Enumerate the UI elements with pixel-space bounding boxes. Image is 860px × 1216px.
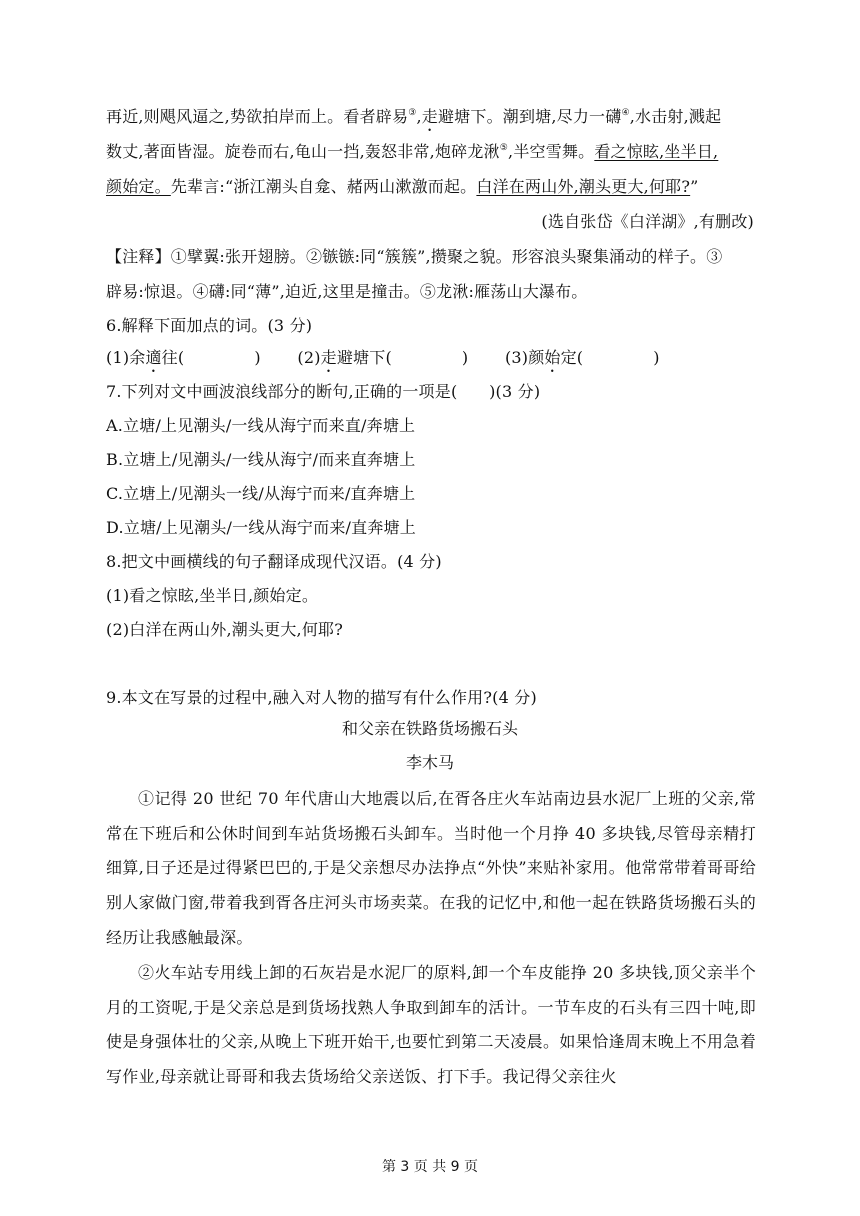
- passage-source: (选自张岱《白洋湖》,有删改): [541, 212, 754, 231]
- question-7: 7.下列对文中画波浪线部分的断句,正确的一项是( )(3 分): [106, 382, 541, 401]
- dotted-word: 走: [421, 107, 438, 126]
- q6-item-2-text: (2): [297, 348, 321, 367]
- passage-text: ”: [690, 177, 699, 196]
- question-9: 9.本文在写景的过程中,融入对人物的描写有什么作用?(4 分): [106, 688, 537, 707]
- passage-text: 避塘下。潮到塘,尽力一礴: [437, 107, 622, 126]
- passage-text: ,: [416, 107, 422, 126]
- question-8: 8.把文中画横线的句子翻译成现代汉语。(4 分): [106, 552, 442, 571]
- page-footer: 第 3 页 共 9 页: [381, 1159, 479, 1175]
- dotted-word: 始: [544, 348, 561, 367]
- passage-text: ,水击射,溅起: [629, 107, 722, 126]
- passage-line-2: [106, 140, 718, 164]
- question-7-option-d[interactable]: D.立塘/上见潮头/一线从海宁而来/直奔塘上: [106, 518, 416, 537]
- passage-line-1: [106, 105, 721, 135]
- dotted-word: 適: [145, 348, 162, 367]
- passage-text: 再近,则飓风逼之,势欲拍岸而上。看者辟易: [106, 107, 409, 126]
- passage-text: ,半空雪舞。: [508, 142, 595, 161]
- question-7-option-c[interactable]: C.立塘上/见潮头一线/从海宁而来/直奔塘上: [106, 484, 416, 503]
- article-author: 李木马: [405, 753, 454, 772]
- underlined-sentence: 看之惊眩,坐半日,: [594, 142, 719, 161]
- underlined-sentence: 颜始定。: [106, 177, 171, 196]
- question-6: 6.解释下面加点的词。(3 分): [106, 316, 313, 335]
- q6-item-3-text: 定(: [560, 348, 584, 367]
- footnote-ref: ③: [408, 108, 417, 118]
- q6-item-3-text: (3)颜: [504, 348, 545, 367]
- q6-item-2-text: 避塘下(: [336, 348, 392, 367]
- footnote-ref: ④: [621, 108, 630, 118]
- passage-text: 先辈言:“浙江潮头自龛、赭两山漱激而起。: [170, 177, 477, 196]
- article-paragraph-1: ①记得 20 世纪 70 年代唐山大地震以后,在胥各庄火车站南边县水泥厂上班的父亲,常常在下班后和公休时间到车站货场搬石头卸车。当时他一个月挣 40 多块钱,尽管母亲精打细算,日子还是过得紧巴巴的,于是父亲想尽办法挣点“外快”来贴补家用。他常常带着哥哥给别人家做门窗,带着我到胥各庄河头市场卖菜。在我的记忆中,和他一起在铁路货场搬石头的经历让我感触最深。: [106, 789, 756, 947]
- question-7-option-b[interactable]: B.立塘上/见潮头/一线从海宁/而来直奔塘上: [106, 450, 416, 469]
- notes-line-1: 【注释】①擘翼:张开翅膀。②镞镞:同“簇簇”,攒聚之貌。形容浪头聚集涌动的样子。③: [106, 247, 723, 266]
- underlined-sentence: 白洋在两山外,潮头更大,何耶?: [476, 177, 691, 196]
- passage-line-3: [106, 175, 699, 199]
- dotted-word: 走: [320, 348, 337, 367]
- q6-item-3-text: ): [653, 348, 660, 367]
- question-7-option-a[interactable]: A.立塘/上见潮头/一线从海宁而来直/奔塘上: [106, 416, 416, 435]
- article-paragraph-2: ②火车站专用线上卸的石灰岩是水泥厂的原料,卸一个车皮能挣 20 多块钱,顶父亲半个月的工资呢,于是父亲总是到货场找熟人争取到卸车的活计。一节车皮的石头有三四十吨,即使是身强体壮的父亲,从晚上下班开始干,也要忙到第二天凌晨。如果恰逢周末晚上不用急着写作业,母亲就让哥哥和我去货场给父亲送饭、打下手。我记得父亲往火: [106, 963, 756, 1087]
- article-title: 和父亲在铁路货场搬石头: [341, 719, 518, 738]
- question-6-items: [106, 346, 660, 376]
- footnote-ref: ⑤: [499, 143, 509, 153]
- question-8-item-1: (1)看之惊眩,坐半日,颜始定。: [106, 586, 319, 605]
- q6-item-2-text: ): [461, 348, 469, 367]
- passage-text: 数丈,著面皆湿。旋卷而右,龟山一挡,轰怒非常,炮碎龙湫: [106, 142, 500, 161]
- question-8-item-2: (2)白洋在两山外,潮头更大,何耶?: [106, 620, 344, 639]
- notes-line-2: 辟易:惊退。④礴:同“薄”,迫近,这里是撞击。⑤龙湫:雁荡山大瀑布。: [106, 282, 588, 301]
- q6-item-1-text: ): [254, 348, 261, 367]
- q6-item-1-text: (1)余: [106, 348, 146, 367]
- q6-item-1-text: 往(: [161, 348, 185, 367]
